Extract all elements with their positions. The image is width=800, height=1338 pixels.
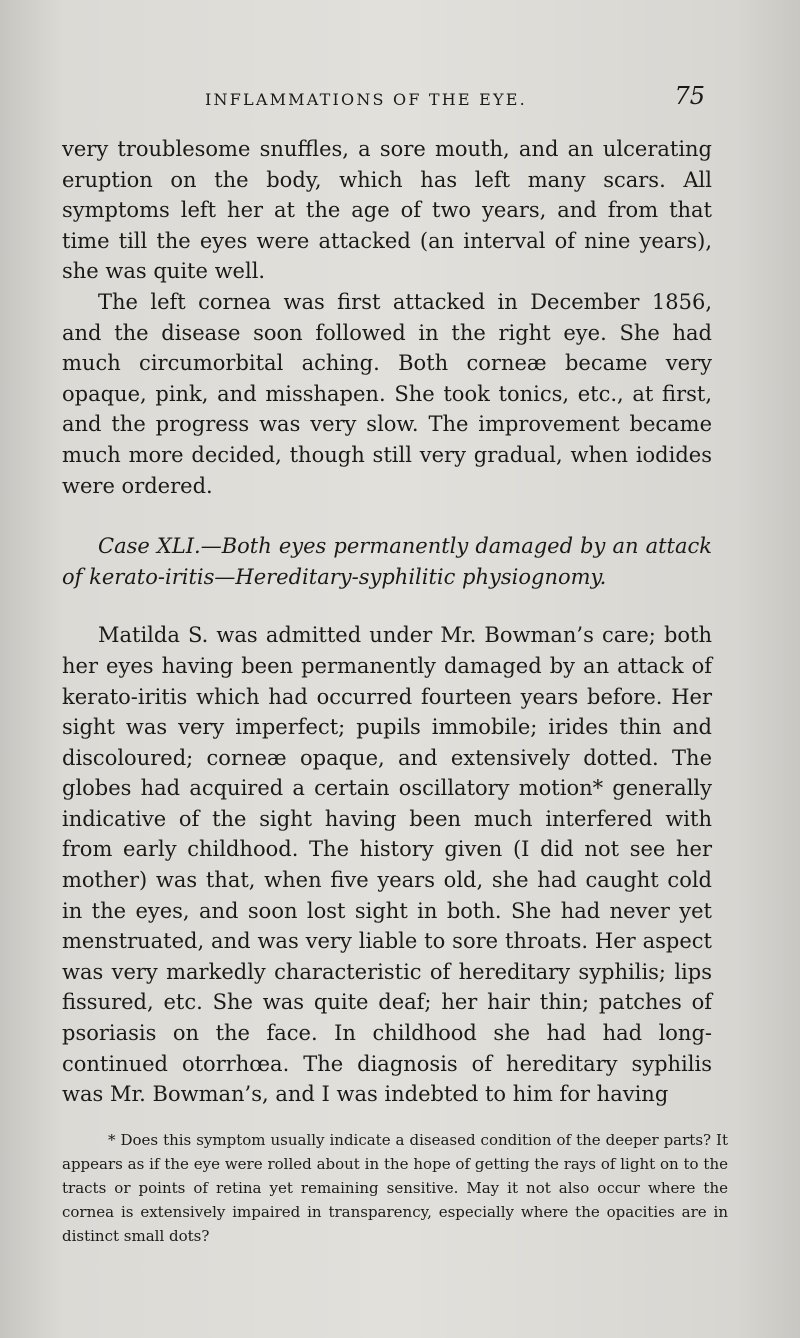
running-title: INFLAMMATIONS OF THE EYE.	[205, 90, 527, 109]
footnote-text: * Does this symptom usually indicate a diseased condition of the deeper parts? It appears as if the eye were rolled about in the hope of getting the rays of light on to the tracts or points of retina yet remaining sensitive. May it not also occur where the cornea is extensively impaired in transparency, especially where the opacities are in distinct small dots?	[62, 1131, 728, 1245]
paragraph-3: Matilda S. was admitted under Mr. Bowman’s care; both her eyes having been permanently damaged by an attack of kerato-iritis which had occurred fourteen years before. Her sight was very imperfect; pupils immobile; irides thin and discoloured; corneæ opaque, and extensively dotted. The globes had acquired a certain oscillatory motion* generally indicative of the sight having been much interfered with from early childhood. The history given (I did not see her mother) was that, when five years old, she had caught cold in the eyes, and soon lost sight in both. She had never yet menstruated, and was very liable to sore throats. Her aspect was very markedly characteristic of hereditary syphilis; lips fissured, etc. She was quite deaf; her hair thin; patches of psoriasis on the face. In childhood she had had long-continued otorrhœa. The diagnosis of hereditary syphilis was Mr. Bowman’s, and I was indebted to him for having	[62, 623, 712, 1107]
body-text	[62, 134, 712, 1110]
page-number: 75	[674, 82, 705, 110]
paragraph-1: very troublesome snuffles, a sore mouth, and an ulcerating eruption on the body, which has left many scars. All symptoms left her at the age of two years, and from that time till the eyes were attacked (an interval of nine years), she was quite well.	[62, 137, 712, 284]
footnote	[62, 1128, 728, 1248]
page-header	[205, 82, 705, 122]
paragraph-2: The left cornea was first attacked in December 1856, and the disease soon followed in the right eye. She had much circumorbital aching. Both corneæ became very opaque, pink, and misshapen. She took tonics, etc., at first, and the progress was very slow. The improvement became much more decided, though still very gradual, when iodides were ordered.	[62, 289, 712, 498]
case-heading: Case XLI.—Both eyes permanently damaged by an attack of kerato-iritis—Hereditary-syphilitic physiognomy.	[62, 534, 712, 589]
